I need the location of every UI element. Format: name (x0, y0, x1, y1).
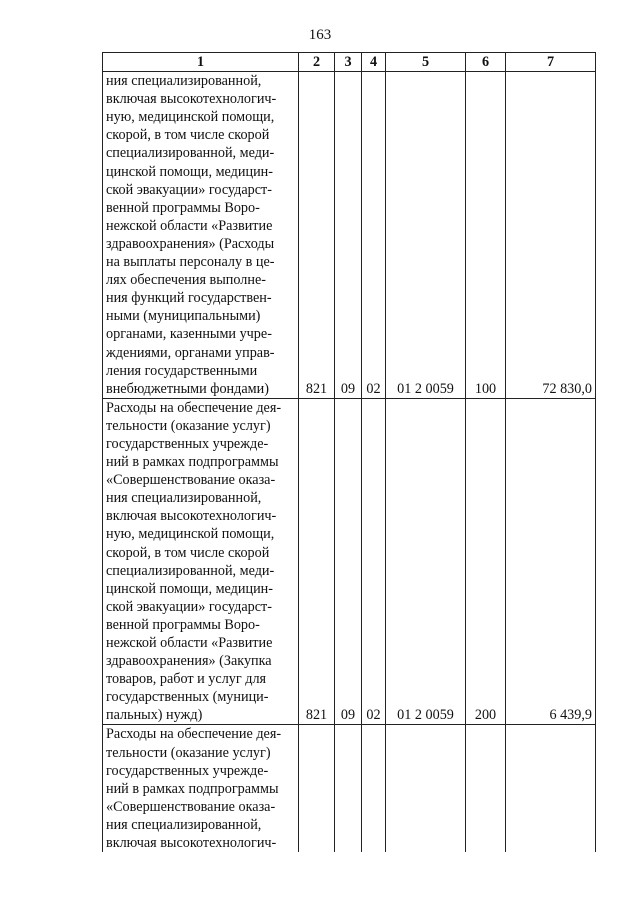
amount: 6 439,9 (506, 398, 596, 725)
column-header-1: 1 (103, 53, 299, 72)
ministry-code (299, 725, 335, 852)
ministry-code: 821 (299, 398, 335, 725)
amount (506, 725, 596, 852)
column-header-5: 5 (386, 53, 466, 72)
row-description: ния специализированной, включая высокотехнологич- ную, медицинской помощи, скорой, в том числе скорой специализированной, меди- цинской помощи, медицин- ской эвакуации» государст- венной программы Воро- нежской области «Развитие здравоохранения» (Расходы на выплаты персоналу в це- лях обеспечения выполне- ния функций государствен- ными (муниципальными) органами, казенными учре- ждениями, органами управ- ления государственными внебюджетными фондами) (103, 72, 299, 399)
column-header-2: 2 (299, 53, 335, 72)
page-number: 163 (308, 27, 332, 43)
target-article-code: 01 2 0059 (386, 72, 466, 399)
ministry-code: 821 (299, 72, 335, 399)
section-code: 09 (335, 398, 362, 725)
column-header-4: 4 (362, 53, 386, 72)
amount: 72 830,0 (506, 72, 596, 399)
target-article-code (386, 725, 466, 852)
column-header-6: 6 (466, 53, 506, 72)
row-description: Расходы на обеспечение дея- тельности (оказание услуг) государственных учрежде- ний в рамках подпрограммы «Совершенствование оказа- ния специализированной, включая высокотехнологич- (103, 725, 299, 852)
subsection-code (362, 725, 386, 852)
table-row (103, 725, 596, 852)
subsection-code: 02 (362, 398, 386, 725)
budget-table (102, 52, 596, 852)
target-article-code: 01 2 0059 (386, 398, 466, 725)
table-row (103, 72, 596, 399)
column-header-7: 7 (506, 53, 596, 72)
subsection-code: 02 (362, 72, 386, 399)
expense-type-code (466, 725, 506, 852)
table-header-row (103, 53, 596, 72)
section-code: 09 (335, 72, 362, 399)
expense-type-code: 200 (466, 398, 506, 725)
table-row (103, 398, 596, 725)
column-header-3: 3 (335, 53, 362, 72)
expense-type-code: 100 (466, 72, 506, 399)
section-code (335, 725, 362, 852)
row-description: Расходы на обеспечение дея- тельности (оказание услуг) государственных учрежде- ний в рамках подпрограммы «Совершенствование оказа- ния специализированной, включая высокотехнологич- ную, медицинской помощи, скорой, в том числе скорой специализированной, меди- цинской помощи, медицин- ской эвакуации» государст- венной программы Воро- нежской области «Развитие здравоохранения» (Закупка товаров, работ и услуг для государственных (муници- пальных) нужд) (103, 398, 299, 725)
